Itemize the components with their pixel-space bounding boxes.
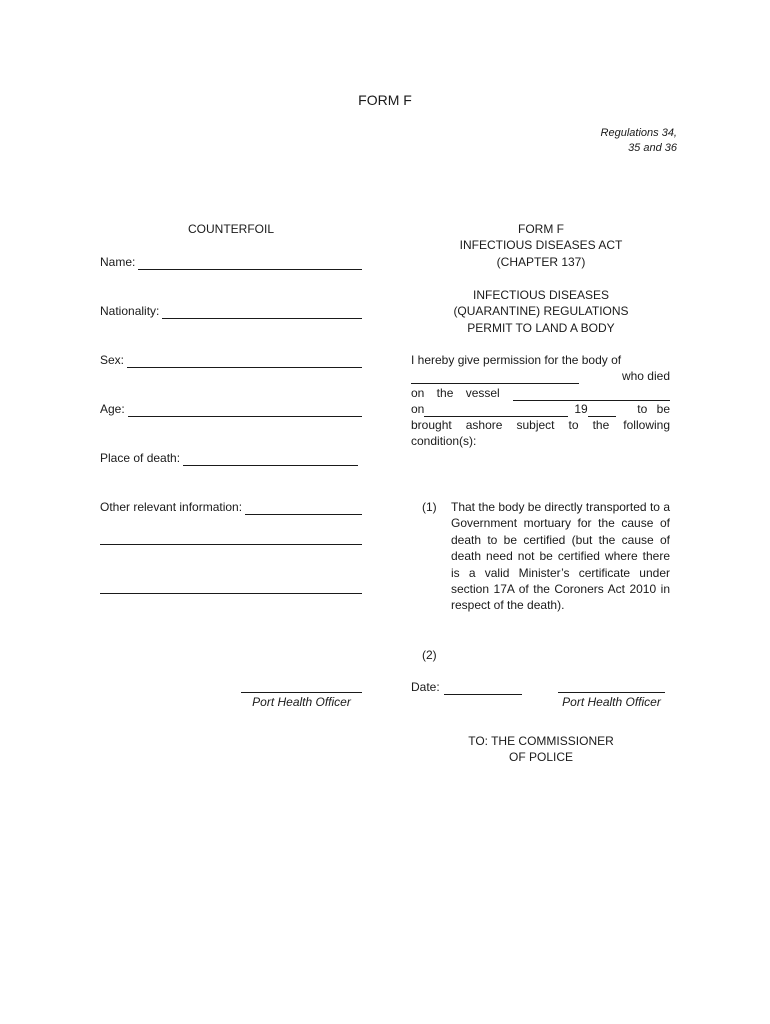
form-heading: FORM F bbox=[518, 222, 564, 236]
permit-heading: PERMIT TO LAND A BODY bbox=[467, 321, 615, 335]
age-label: Age: bbox=[100, 402, 125, 416]
date-blank[interactable] bbox=[424, 406, 568, 417]
regulations-heading-2: (QUARANTINE) REGULATIONS bbox=[453, 304, 629, 318]
permit-signature-label: Port Health Officer bbox=[562, 695, 661, 709]
counterfoil-sex-field[interactable] bbox=[100, 352, 362, 368]
counterfoil-name-field[interactable] bbox=[100, 254, 362, 270]
permission-line-1: I hereby give permission for the body of bbox=[411, 353, 622, 367]
place-of-death-blank[interactable] bbox=[183, 454, 358, 466]
page-title: FORM F bbox=[358, 92, 412, 108]
regulations-line-2: 35 and 36 bbox=[628, 142, 677, 154]
permission-line-4: on 19 to be bbox=[411, 402, 670, 416]
sex-blank[interactable] bbox=[127, 356, 362, 368]
condition-1-number: (1) bbox=[422, 500, 437, 514]
date-field-blank[interactable] bbox=[444, 684, 522, 695]
other-info-line-3[interactable] bbox=[100, 592, 362, 594]
permission-line-2: who died bbox=[411, 368, 670, 384]
act-heading: INFECTIOUS DISEASES ACT bbox=[459, 238, 623, 252]
regulations-reference bbox=[601, 126, 677, 156]
counterfoil-place-of-death-field[interactable] bbox=[100, 450, 358, 466]
vessel-blank[interactable] bbox=[513, 390, 670, 401]
permission-line-5: brought ashore subject to the following condition(s): bbox=[411, 418, 670, 449]
permission-line-3: on the vessel bbox=[411, 385, 670, 401]
chapter-heading: (CHAPTER 137) bbox=[496, 255, 586, 269]
other-info-blank[interactable] bbox=[245, 503, 362, 515]
counterfoil-age-field[interactable] bbox=[100, 401, 362, 417]
condition-1-text: That the body be directly transported to a Government mortuary for the cause of death to be certified (but the cause of death need not be certified where there is a valid Minister’s certificate under section 17A of the Coroners Act 2010 in respect of the death). bbox=[451, 500, 670, 613]
other-info-label: Other relevant information: bbox=[100, 500, 243, 514]
regulations-line-1: Regulations 34, bbox=[600, 127, 677, 139]
sex-label: Sex: bbox=[100, 353, 125, 367]
condition-2-number: (2) bbox=[422, 648, 437, 662]
nationality-blank[interactable] bbox=[162, 307, 362, 319]
regulations-heading-1: INFECTIOUS DISEASES bbox=[472, 288, 610, 302]
permit-signature-line[interactable] bbox=[558, 691, 665, 693]
body-name-blank[interactable] bbox=[411, 373, 579, 384]
addressee-line-1: TO: THE COMMISSIONER bbox=[468, 734, 614, 748]
counterfoil-heading: COUNTERFOIL bbox=[187, 222, 274, 236]
counterfoil-signature-line[interactable] bbox=[241, 691, 362, 693]
name-label: Name: bbox=[100, 255, 136, 269]
date-field[interactable] bbox=[411, 679, 522, 695]
counterfoil-nationality-field[interactable] bbox=[100, 303, 362, 319]
year-blank[interactable] bbox=[588, 406, 616, 417]
other-info-line-2[interactable] bbox=[100, 543, 362, 545]
date-label: Date: bbox=[411, 680, 440, 694]
name-blank[interactable] bbox=[138, 258, 362, 270]
age-blank[interactable] bbox=[128, 405, 362, 417]
addressee-line-2: OF POLICE bbox=[508, 750, 573, 764]
nationality-label: Nationality: bbox=[100, 304, 160, 318]
place-of-death-label: Place of death: bbox=[100, 451, 181, 465]
counterfoil-signature-label: Port Health Officer bbox=[252, 695, 351, 709]
counterfoil-other-info-field[interactable] bbox=[100, 499, 362, 515]
